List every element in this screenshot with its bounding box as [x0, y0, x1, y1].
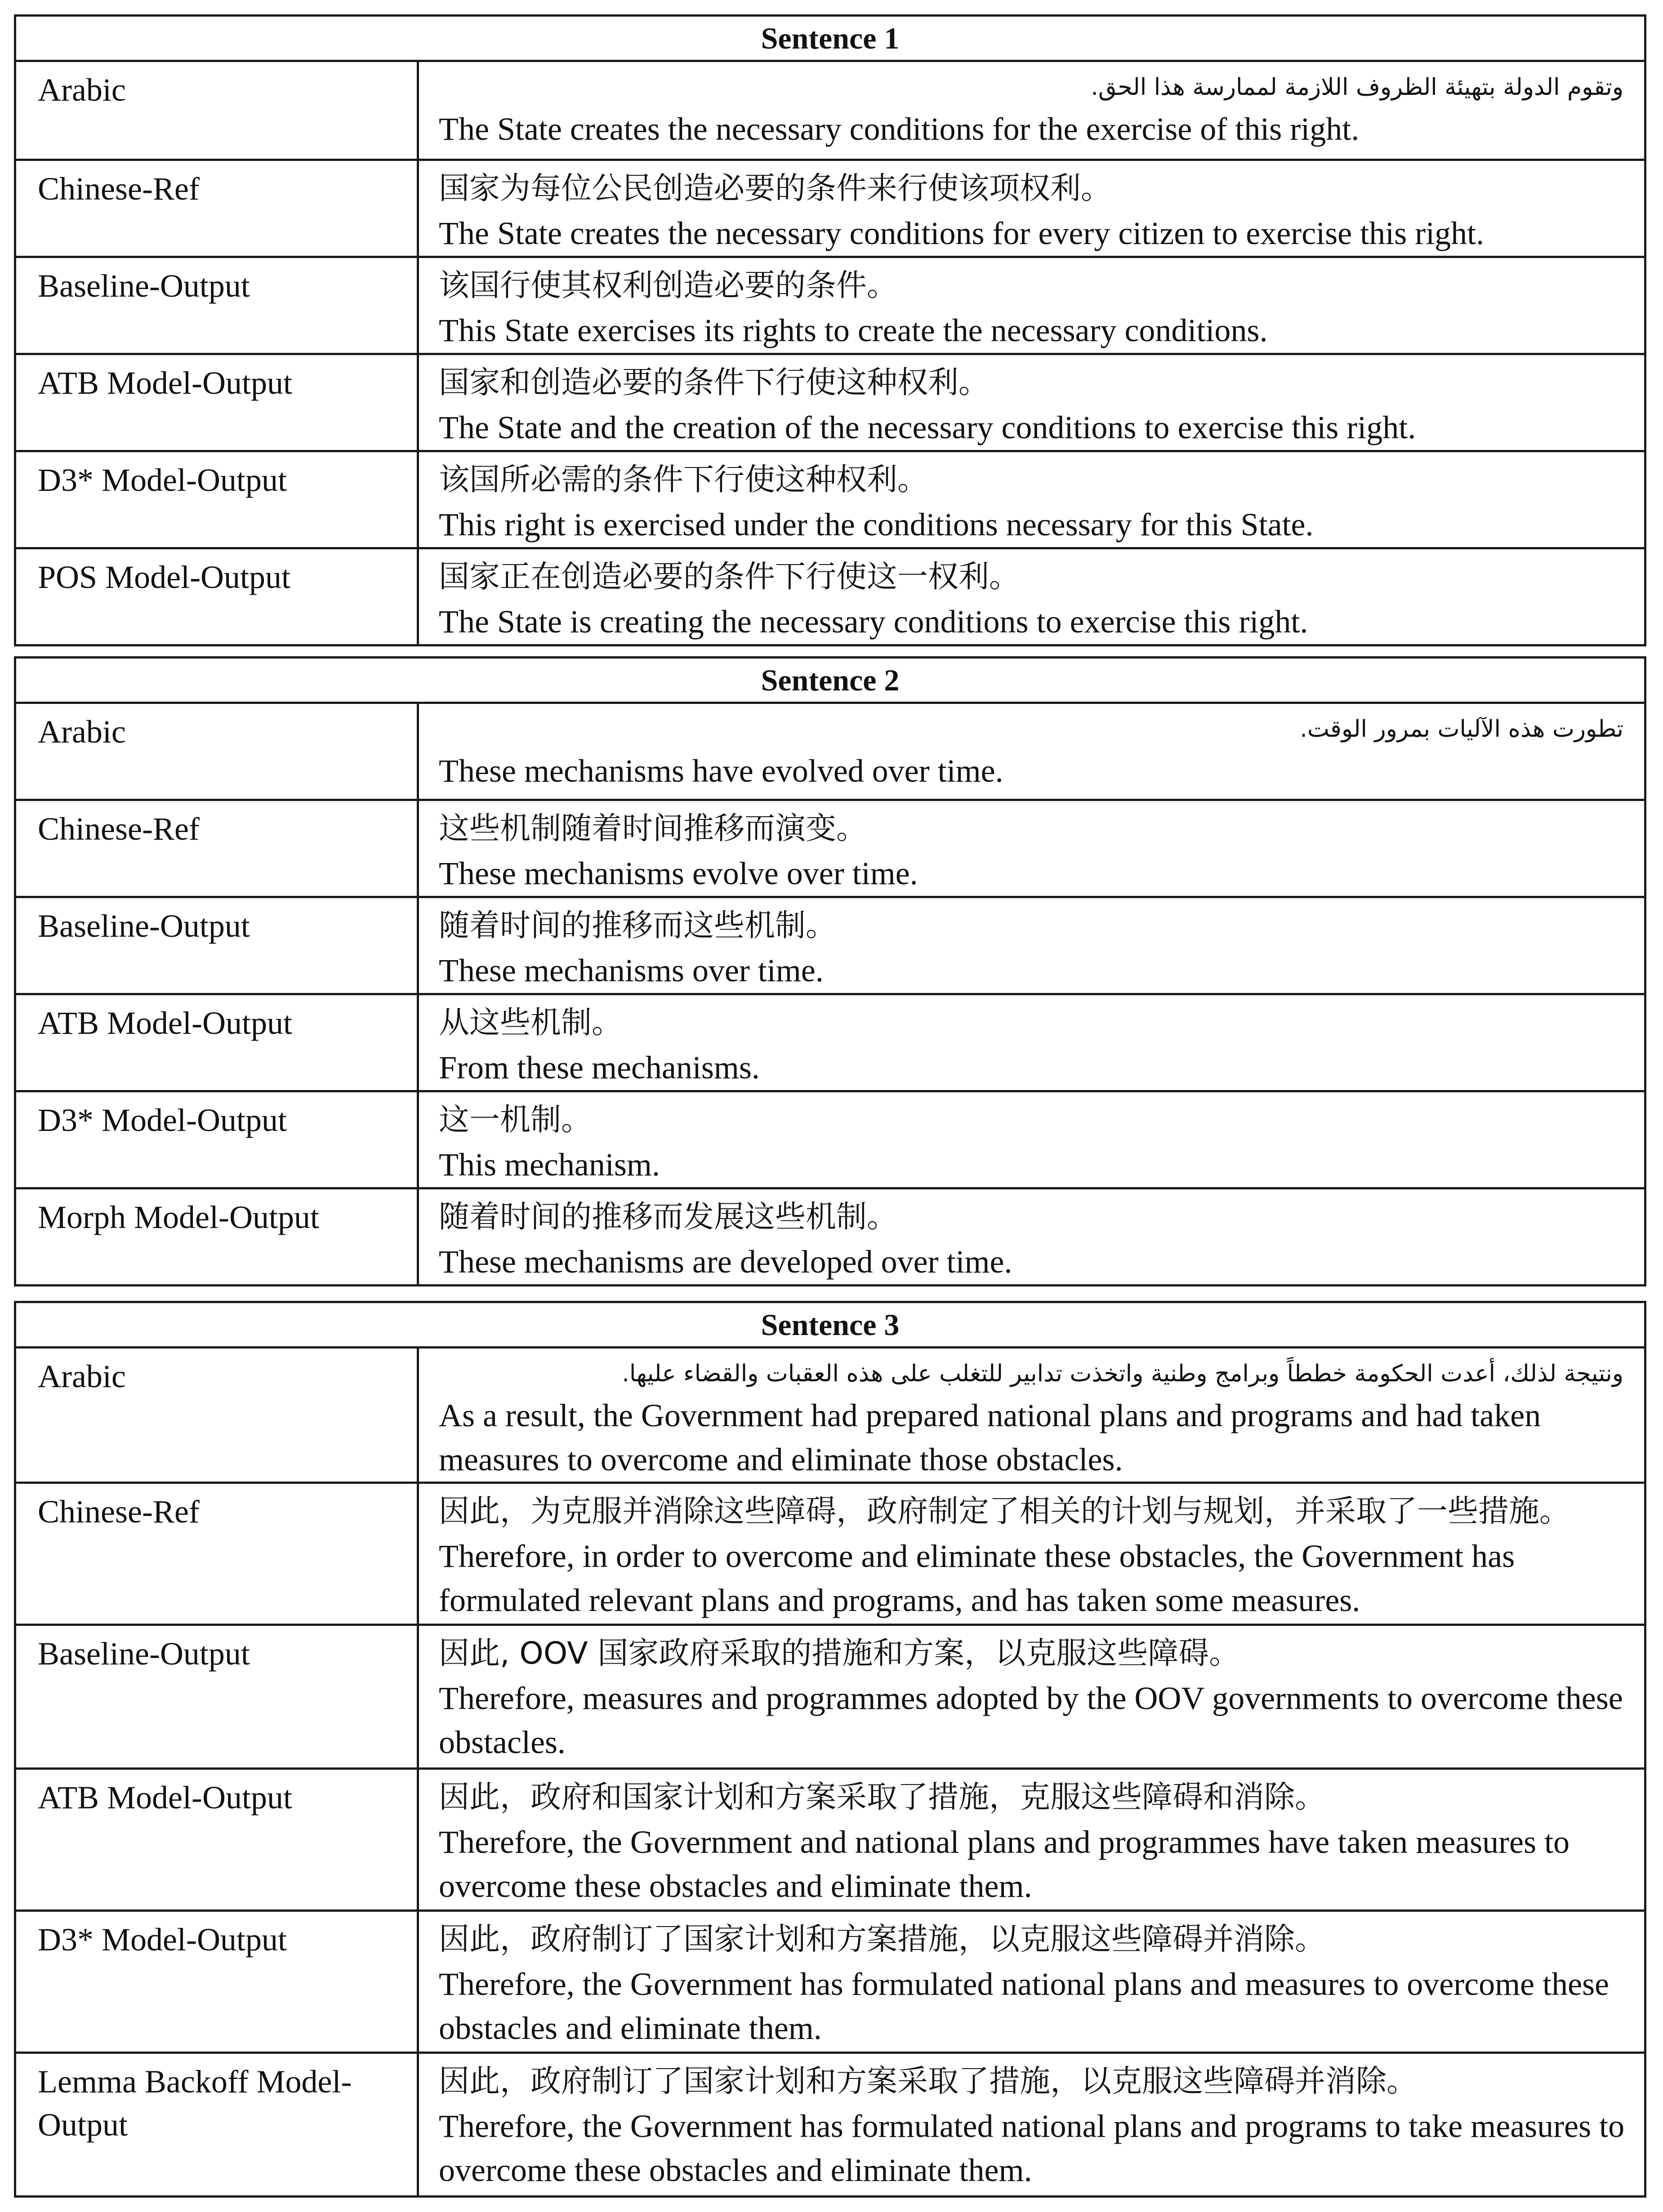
- sentence-1-table: [14, 14, 1646, 646]
- row-content: [418, 1188, 1645, 1286]
- english-translation: These mechanisms have evolved over time.: [439, 753, 1003, 789]
- row-label: D3* Model-Output: [15, 1911, 418, 2053]
- row-label: Arabic: [15, 703, 418, 800]
- table-row: [15, 1911, 1645, 2053]
- english-translation: Therefore, the Government and national plans and programmes have taken measures to overcome these obstacles and eliminate them.: [439, 1824, 1570, 1904]
- row-content: [418, 1911, 1645, 2053]
- table-row: [15, 1091, 1645, 1188]
- row-label: ATB Model-Output: [15, 1769, 418, 1911]
- row-label: POS Model-Output: [15, 548, 418, 645]
- sentence-2-table: [14, 656, 1646, 1286]
- english-translation: Therefore, the Government has formulated national plans and programs to take measures to overcome these obstacles and eliminate them.: [439, 2108, 1625, 2188]
- row-label: Baseline-Output: [15, 1625, 418, 1769]
- english-translation: Therefore, the Government has formulated national plans and measures to overcome these obstacles and eliminate them.: [439, 1966, 1609, 2046]
- chinese-text: 从这些机制。: [439, 1005, 623, 1041]
- english-translation: These mechanisms evolve over time.: [439, 855, 918, 891]
- chinese-text: 随着时间的推移而这些机制。: [439, 908, 837, 944]
- english-translation: From these mechanisms.: [439, 1050, 760, 1086]
- row-label: Baseline-Output: [15, 897, 418, 994]
- english-translation: The State creates the necessary conditions for every citizen to exercise this right.: [439, 215, 1485, 251]
- table-row: [15, 800, 1645, 897]
- row-content: [418, 548, 1645, 645]
- row-label: ATB Model-Output: [15, 354, 418, 451]
- chinese-text: 因此，政府制订了国家计划和方案采取了措施，以克服这些障碍并消除。: [439, 2064, 1418, 2099]
- row-content: [418, 1625, 1645, 1769]
- chinese-text: 这一机制。: [439, 1102, 592, 1138]
- english-translation: These mechanisms are developed over time.: [439, 1244, 1012, 1280]
- row-label: Chinese-Ref: [15, 160, 418, 257]
- table-row: [15, 703, 1645, 800]
- row-content: [418, 1769, 1645, 1911]
- table-row: [15, 1348, 1645, 1483]
- chinese-text: 国家和创造必要的条件下行使这种权利。: [439, 365, 990, 401]
- english-translation: This right is exercised under the conditions necessary for this State.: [439, 507, 1314, 543]
- arabic-text: تطورت هذه الآليات بمرور الوقت.: [1300, 716, 1623, 743]
- english-translation: The State is creating the necessary conditions to exercise this right.: [439, 604, 1308, 640]
- english-translation: The State and the creation of the necessary conditions to exercise this right.: [439, 409, 1416, 445]
- sentence-3-table: [14, 1301, 1646, 2198]
- table-row: [15, 1625, 1645, 1769]
- row-content: [418, 703, 1645, 800]
- row-label: Baseline-Output: [15, 257, 418, 354]
- row-content: [418, 1091, 1645, 1188]
- table-row: [15, 897, 1645, 994]
- chinese-text: 因此，为克服并消除这些障碍，政府制定了相关的计划与规划，并采取了一些措施。: [439, 1494, 1570, 1529]
- row-content: [418, 800, 1645, 897]
- chinese-text: 这些机制随着时间推移而演变。: [439, 811, 867, 846]
- row-label: Arabic: [15, 1348, 418, 1483]
- sentence-3-title: Sentence 3: [15, 1302, 1645, 1348]
- chinese-text: 国家正在创造必要的条件下行使这一权利。: [439, 559, 1020, 595]
- row-content: [418, 994, 1645, 1091]
- chinese-text: 因此，政府和国家计划和方案采取了措施，克服这些障碍和消除。: [439, 1780, 1326, 1815]
- chinese-text: 随着时间的推移而发展这些机制。: [439, 1199, 898, 1235]
- english-translation: Therefore, in order to overcome and eliminate these obstacles, the Government has formulated relevant plans and programs, and has taken some measures.: [439, 1538, 1515, 1618]
- row-label: ATB Model-Output: [15, 994, 418, 1091]
- english-translation: This mechanism.: [439, 1147, 660, 1183]
- row-label: D3* Model-Output: [15, 451, 418, 548]
- table-row: [15, 354, 1645, 451]
- row-content: [418, 1483, 1645, 1625]
- sentence-2-title: Sentence 2: [15, 658, 1645, 703]
- row-content: [418, 2053, 1645, 2197]
- row-content: [418, 257, 1645, 354]
- table-row: [15, 2053, 1645, 2197]
- table-row: [15, 1483, 1645, 1625]
- row-label: D3* Model-Output: [15, 1091, 418, 1188]
- row-label: Chinese-Ref: [15, 1483, 418, 1625]
- chinese-text: 该国行使其权利创造必要的条件。: [439, 268, 898, 303]
- english-translation: These mechanisms over time.: [439, 952, 824, 988]
- row-label: Morph Model-Output: [15, 1188, 418, 1286]
- english-translation: As a result, the Government had prepared national plans and programs and had taken measures to overcome and eliminate those obstacles.: [439, 1398, 1541, 1478]
- row-label: Chinese-Ref: [15, 800, 418, 897]
- row-label: Lemma Backoff Model-Output: [15, 2053, 418, 2197]
- table-row: [15, 160, 1645, 257]
- row-label: Arabic: [15, 61, 418, 160]
- row-content: [418, 160, 1645, 257]
- row-content: [418, 451, 1645, 548]
- row-content: [418, 897, 1645, 994]
- row-content: [418, 1348, 1645, 1483]
- table-row: [15, 451, 1645, 548]
- english-translation: Therefore, measures and programmes adopted by the OOV governments to overcome these obstacles.: [439, 1680, 1623, 1760]
- table-row: [15, 61, 1645, 160]
- row-content: [418, 354, 1645, 451]
- table-row: [15, 548, 1645, 645]
- english-translation: This State exercises its rights to create the necessary conditions.: [439, 312, 1268, 348]
- row-content: [418, 61, 1645, 160]
- chinese-text: 国家为每位公民创造必要的条件来行使该项权利。: [439, 171, 1112, 206]
- table-row: [15, 994, 1645, 1091]
- table-row: [15, 1769, 1645, 1911]
- chinese-text: 因此, OOV 国家政府采取的措施和方案，以克服这些障碍。: [439, 1636, 1240, 1671]
- table-row: [15, 257, 1645, 354]
- arabic-text: وتقوم الدولة بتهيئة الظروف اللازمة لممارسة هذا الحق.: [1091, 74, 1623, 101]
- chinese-text: 该国所必需的条件下行使这种权利。: [439, 462, 928, 498]
- chinese-text: 因此，政府制订了国家计划和方案措施，以克服这些障碍并消除。: [439, 1922, 1326, 1957]
- sentence-1-title: Sentence 1: [15, 16, 1645, 61]
- table-row: [15, 1188, 1645, 1286]
- arabic-text: ونتيجة لذلك، أعدت الحكومة خططاً وبرامج وطنية واتخذت تدابير للتغلب على هذه العقبات والقضاء عليها.: [622, 1360, 1623, 1387]
- english-translation: The State creates the necessary conditions for the exercise of this right.: [439, 111, 1360, 147]
